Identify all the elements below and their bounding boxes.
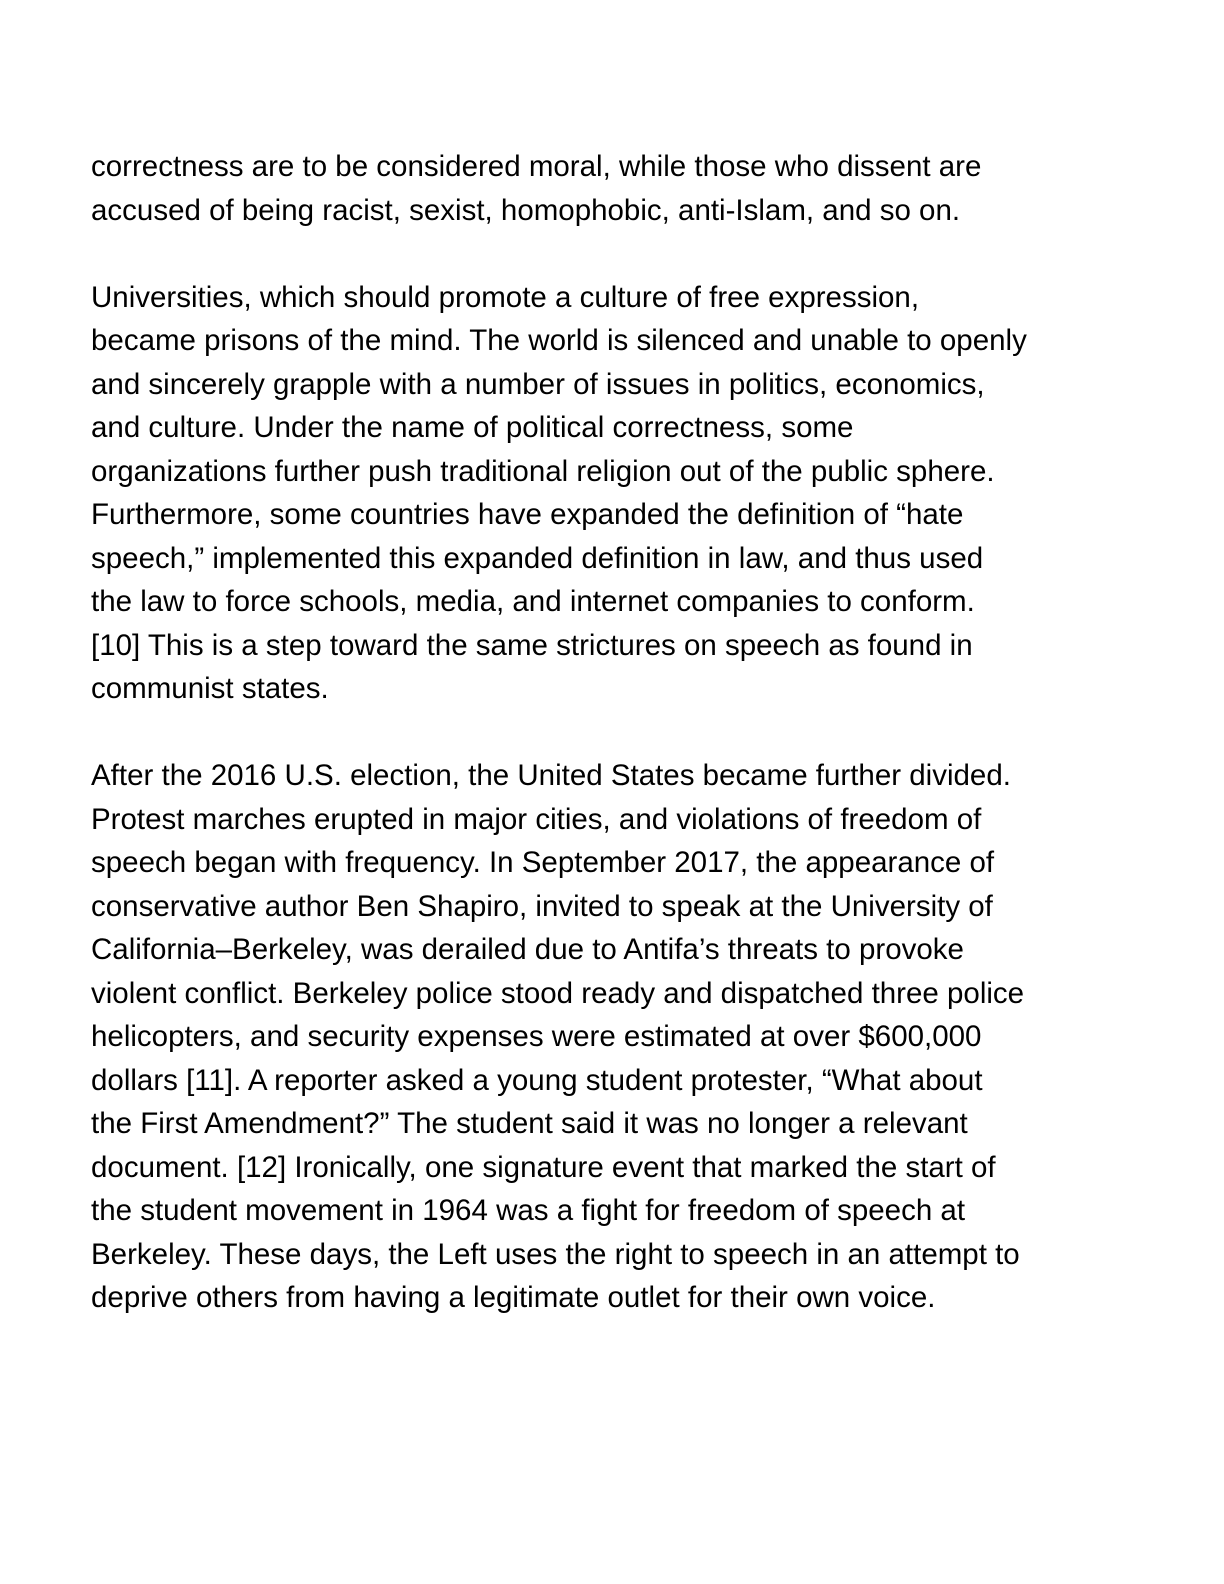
paragraph-3 <box>91 754 1151 1320</box>
text-line: violent conflict. Berkeley police stood ready and dispatched three police <box>91 976 1025 1010</box>
text-line: organizations further push traditional religion out of the public sphere. <box>91 454 995 488</box>
text-line: the student movement in 1964 was a fight for freedom of speech at <box>91 1194 966 1227</box>
text-line: speech,” implemented this expanded definition in law, and thus used <box>91 541 984 575</box>
text-line: correctness are to be considered moral, while those who dissent are <box>91 150 982 183</box>
text-line: Furthermore, some countries have expanded the definition of “hate <box>91 498 964 531</box>
text-line: conservative author Ben Shapiro, invited to speak at the University of <box>91 889 993 923</box>
text-line: Protest marches erupted in major cities, and violations of freedom of <box>91 802 982 836</box>
text-line: helicopters, and security expenses were estimated at over $600,000 <box>91 1020 982 1053</box>
paragraph-1 <box>91 145 1151 232</box>
text-line: California–Berkeley, was derailed due to Antifa’s threats to provoke <box>91 933 964 966</box>
text-line: communist states. <box>91 672 329 705</box>
text-line: document. [12] Ironically, one signature event that marked the start of <box>91 1150 996 1184</box>
body-text <box>91 145 1151 1363</box>
text-line: became prisons of the mind. The world is silenced and unable to openly <box>91 324 1027 357</box>
text-line: speech began with frequency. In September 2017, the appearance of <box>91 846 995 879</box>
text-line: After the 2016 U.S. election, the United States became further divided. <box>91 759 1011 792</box>
text-line: accused of being racist, sexist, homophobic, anti-Islam, and so on. <box>91 193 961 227</box>
text-line: Berkeley. These days, the Left uses the right to speech in an attempt to <box>91 1237 1020 1271</box>
text-line: dollars [11]. A reporter asked a young student protester, “What about <box>91 1063 983 1097</box>
text-line: and culture. Under the name of political correctness, some <box>91 411 854 444</box>
paragraph-2 <box>91 276 1151 711</box>
text-line: the First Amendment?” The student said it was no longer a relevant <box>91 1107 968 1140</box>
text-line: Universities, which should promote a culture of free expression, <box>91 280 920 314</box>
text-line: the law to force schools, media, and internet companies to conform. <box>91 585 975 618</box>
text-line: [10] This is a step toward the same strictures on speech as found in <box>91 628 973 662</box>
text-line: deprive others from having a legitimate outlet for their own voice. <box>91 1281 936 1314</box>
text-line: and sincerely grapple with a number of issues in politics, economics, <box>91 367 985 401</box>
